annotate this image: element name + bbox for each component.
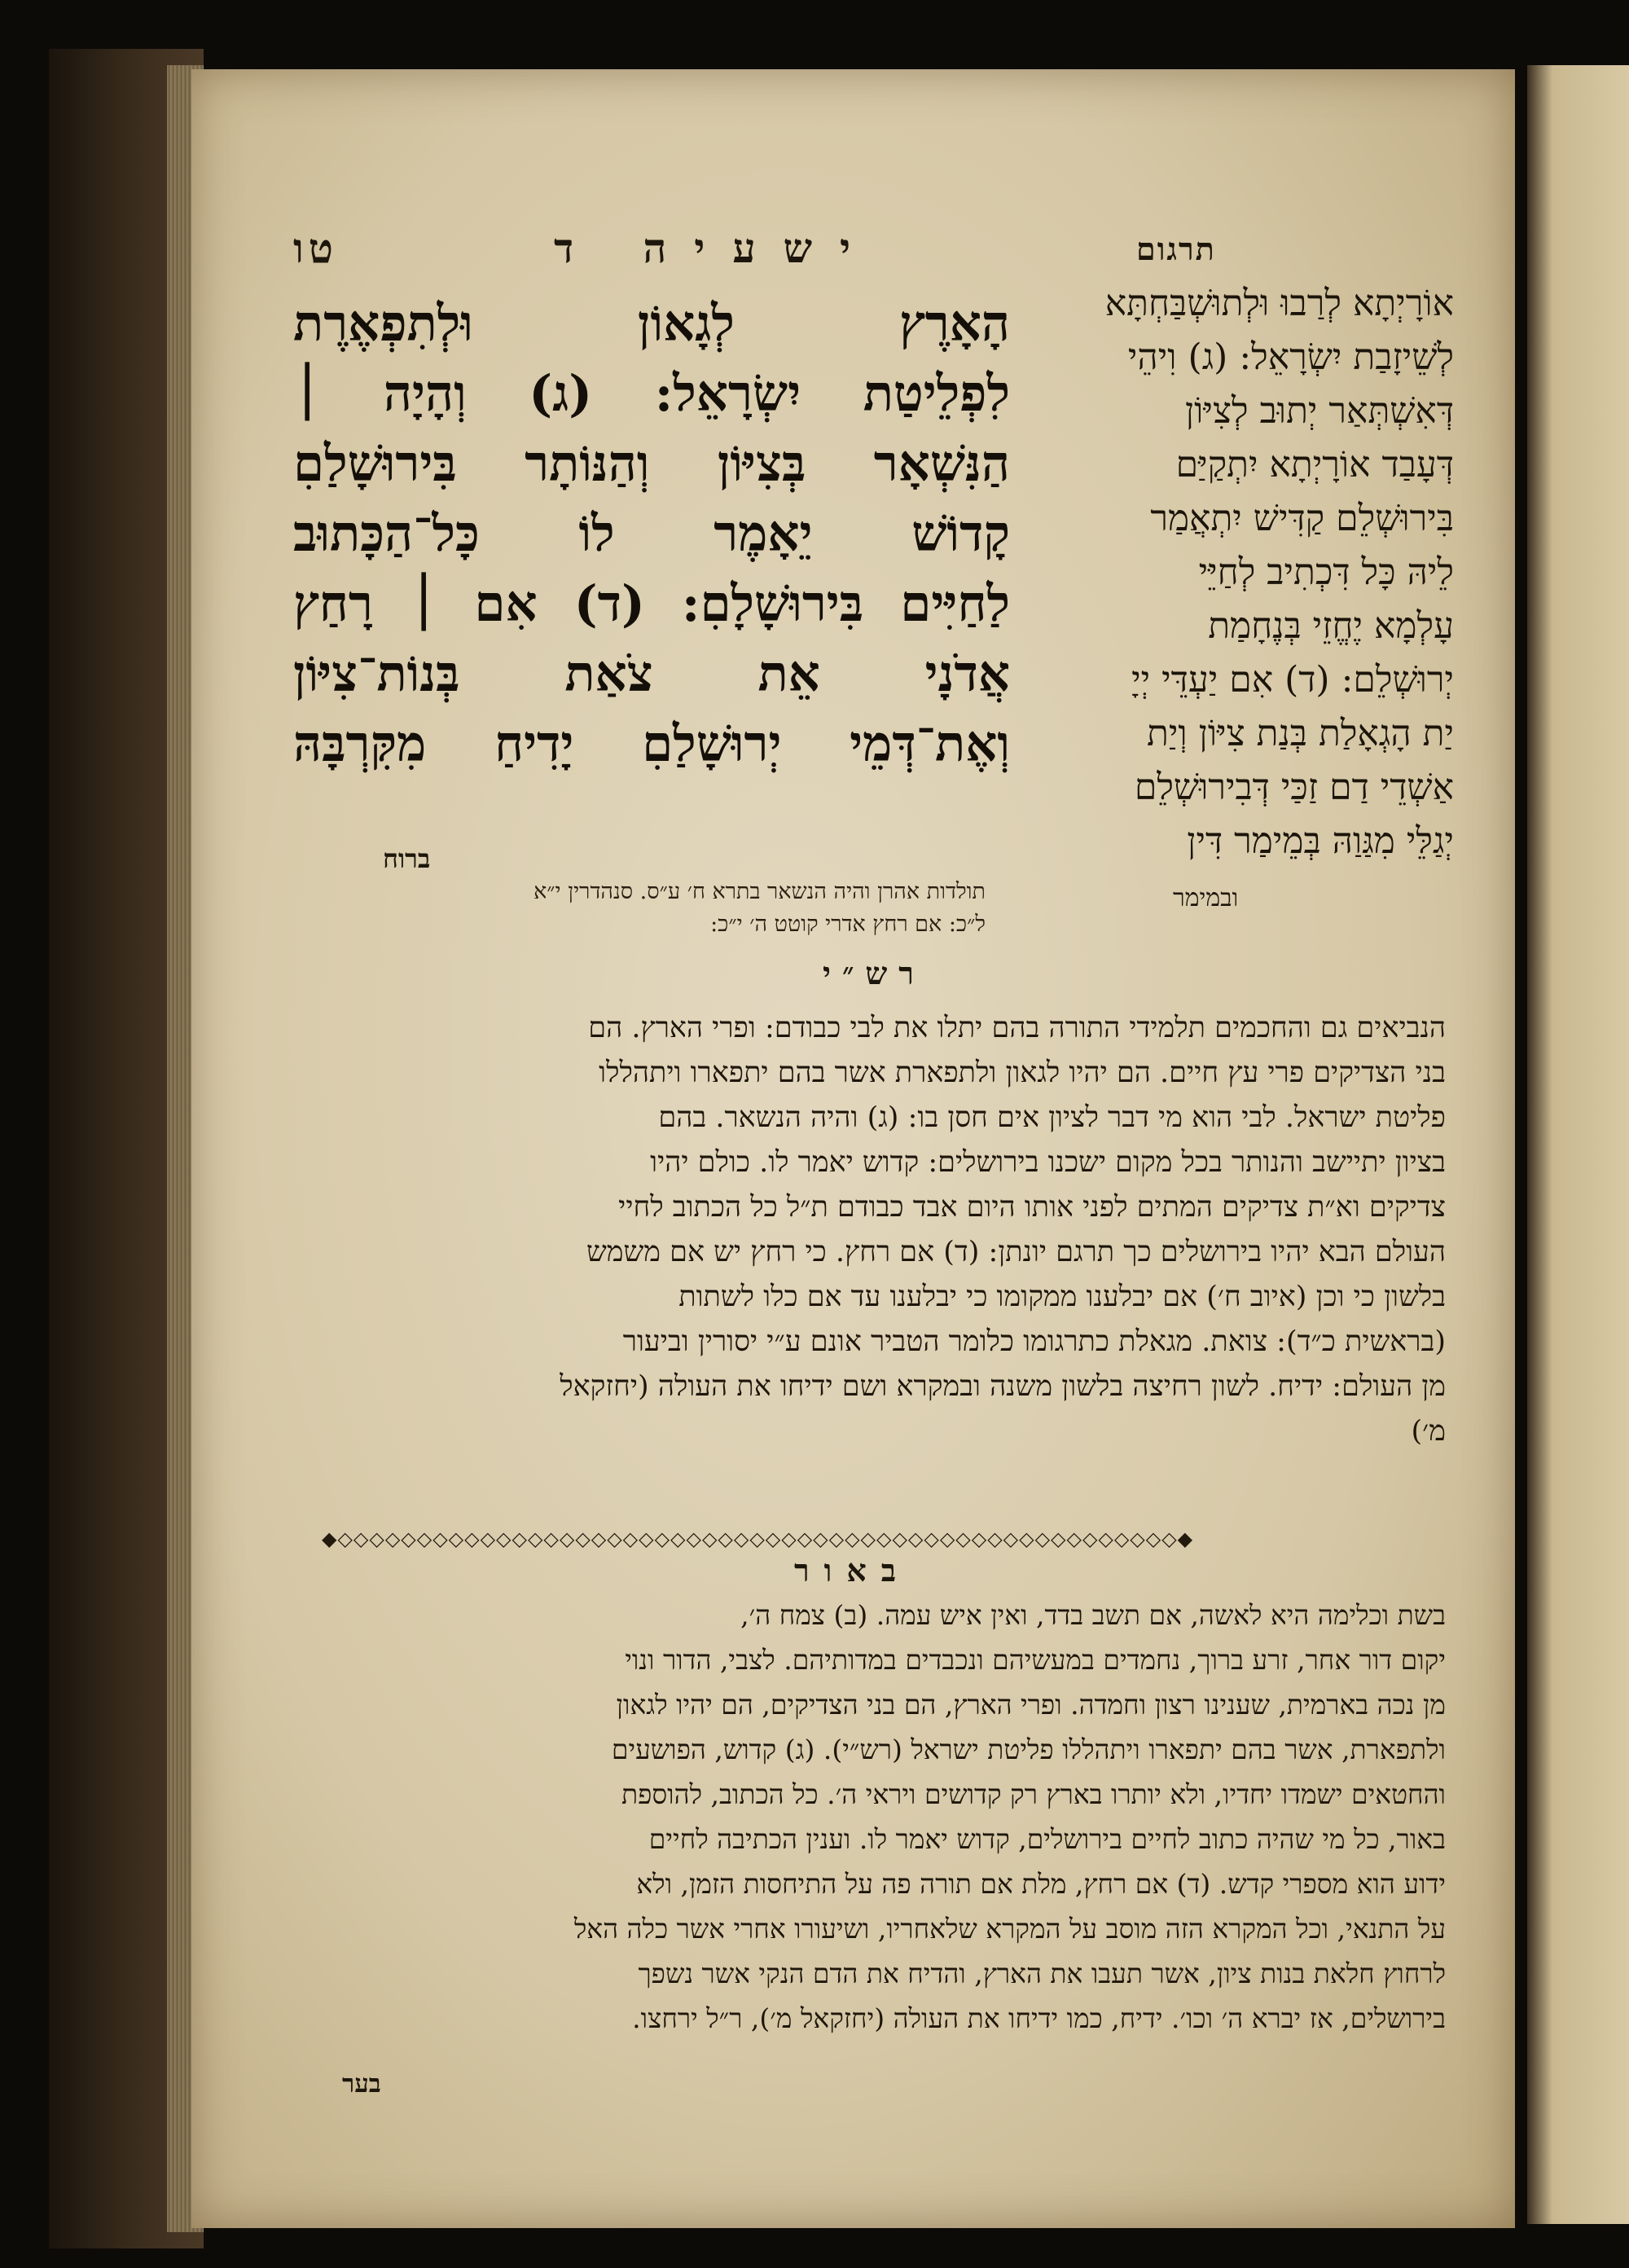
- targum-line: בִּירוּשְׁלֵם קַדִּישׁ יִתְאֲמַר: [1150, 498, 1454, 539]
- bible-line: קָדוֹשׁ יֵאָמֶר לוֹ כָּל־הַכָּתוּב: [293, 505, 1010, 563]
- biur-line: בירושלים, אז יברא ה׳ וכו׳. ידיח, כמו ידיחו את העולה (יחזקאל מ׳), ר״ל ירחצו.: [632, 2002, 1446, 2034]
- bible-line: אֲדֹנָי אֵת צֹאַת בְּנוֹת־צִיּוֹן: [293, 645, 1010, 703]
- bible-text: [293, 289, 1010, 780]
- rashi-line: (בראשית כ״ד): צואת. מגאלת כתרגומו כלומר הטביר אונם ע״י יסורין וביעור: [622, 1325, 1446, 1358]
- targum-label: תרגום: [1136, 231, 1216, 267]
- biur-line: ידוע הוא מספרי קדש. (ד) אם רחץ, מלת אם תורה פה על התיחסות הזמן, ולא: [636, 1868, 1446, 1900]
- biur-line: לרחוץ חלאת בנות ציון, אשר תעבו את הארץ, והדיח את הדם הנקי אשר נשפך: [638, 1958, 1446, 1989]
- rashi-line: צדיקים וא״ת צדיקים המתים לפני אותו היום אבד כבודם ת״ל כל הכתוב לחיי: [618, 1191, 1446, 1224]
- catchword-main: ברוח: [383, 843, 431, 874]
- catchword-biur: בער: [342, 2069, 381, 2099]
- rashi-line: העולם הבא יהיו בירושלים כך תרגם יונתן: (ד) אם רחץ. כי רחץ יש אם משמש: [586, 1236, 1446, 1268]
- biur-line: באור, כל מי שהיה כתוב לחיים בירושלים, קדוש יאמר לו. וענין הכתיבה לחיים: [648, 1823, 1446, 1855]
- rashi-line: הנביאים גם והחכמים תלמידי התורה בהם יתלו את לבי כבודם: ופרי הארץ. הם: [588, 1012, 1446, 1044]
- page-number: טו: [293, 224, 338, 272]
- margin-notes: [293, 876, 986, 941]
- rashi-title: רש״י: [823, 955, 925, 991]
- targum-line: עָלְמָא יֶחֱזֵי בְּנֶחָמַת: [1208, 605, 1454, 647]
- facing-page-edge: [1527, 65, 1629, 2224]
- biur-line: ולתפארת, אשר בהם יתפארו ויתהללו פליטת ישראל (רש״י). (ג) קדוש, הפושעים: [611, 1734, 1446, 1765]
- rashi-line: מן העולם: ידיח. לשון רחיצה בלשון משנה ובמקרא ושם ידיחו את העולה (יחזקאל: [560, 1370, 1446, 1403]
- bible-line: הָאָרֶץ לְגָאוֹן וּלְתִפְאֶרֶת: [293, 295, 1010, 353]
- biur-title: באור: [794, 1552, 911, 1589]
- biur-line: יקום דור אחר, זרע ברוך, נחמדים במעשיהם ונכבדים במדותיהם. לצבי, הדור ונוי: [625, 1644, 1446, 1676]
- targum-line: יַת הָגְאָלַת בְּנַת צִיּוֹן וְיַת: [1146, 713, 1454, 754]
- bible-line: לַחַיִּים בִּירוּשָׁלָםִ: (ד) אִם ׀ רָחַץ: [293, 575, 1010, 633]
- catchword-targum: ובמימר: [1173, 884, 1239, 912]
- biur-line: מן נכה בארמית, שענינו רצון וחמדה. ופרי הארץ, הם בני הצדיקים, הם יהיו לגאון: [616, 1689, 1446, 1721]
- targum-line: לְשֵׁיזָבַת יִשְׂרָאֵל: (ג) וִיהֵי: [1127, 336, 1454, 378]
- margin-note: תולדות אהרן והיה הנשאר בתרא ח׳ ע״ס. סנהדרין י״א: [533, 879, 986, 904]
- targum-line: דְּעָבַד אוֹרָיְתָא יִתְקַיַּם: [1175, 444, 1454, 486]
- ornamental-divider: ◆◇◇◇◇◇◇◇◇◇◇◇◇◇◇◇◇◇◇◇◇◇◇◇◇◇◇◇◇◇◇◇◇◇◇◇◇◇◇◇◇◇◇◇◇◇◇◇◇◇◇◇◇◇◆: [322, 1527, 1194, 1550]
- targum-line: אַשְׁדֵי דַם זַכַּי דְּבִירוּשְׁלֵם: [1134, 767, 1454, 808]
- biur-line: בשת וכלימה היא לאשה, אם תשב בדד, ואין איש עמה. (ב) צמח ה׳,: [740, 1599, 1446, 1631]
- targum-line: יְרוּשְׁלֵם: (ד) אִם יַעְדֵּי יְיָ: [1131, 659, 1454, 701]
- targum-line: יְגַלֵּי מִגַּוַהּ בְּמֵימַר דִּין: [1187, 820, 1454, 862]
- rashi-line: בלשון כי וכן (איוב ח׳) אם יבלענו ממקומו כי יבלענו עד אם כלו לשתות: [678, 1281, 1446, 1313]
- rashi-line: פליטת ישראל. לבי הוא מי דבר לציון אים חסן בו: (ג) והיה הנשאר. בהם: [658, 1101, 1446, 1134]
- book-title: ישעיה ד: [554, 224, 879, 272]
- bible-line: הַנִּשְׁאָר בְּצִיּוֹן וְהַנּוֹתָר בִּירוּשָׁלַםִ: [293, 435, 1010, 493]
- biur-line: והחטאים ישמדו יחדיו, ולא יותרו בארץ רק קדושים ויראי ה׳. כל הכתוב, להוספת: [621, 1778, 1446, 1810]
- rashi-commentary: [293, 1006, 1446, 1454]
- rashi-line: מ׳): [1411, 1415, 1446, 1448]
- margin-note: ל״כ: אם רחץ אדרי קוטט ה׳ י״כ:: [710, 912, 986, 937]
- targum-text: [998, 277, 1454, 868]
- rashi-line: בני הצדיקים פרי עץ חיים. הם יהיו לגאון ולתפארת אשר בהם יתפארו ויתהללו: [599, 1057, 1446, 1089]
- biur-commentary: [297, 1593, 1446, 2041]
- targum-line: דְּאִשְׁתְּאַר יְתוּב לְצִיּוֹן: [1184, 390, 1454, 432]
- bible-line: וְאֶת־דְּמֵי יְרוּשָׁלַםִ יָדִיחַ מִקִּרְבָּהּ: [293, 715, 1010, 773]
- rashi-line: בציון יתיישב והנותר בכל מקום ישכנו בירושלים: קדוש יאמר לו. כולם יהיו: [650, 1146, 1446, 1179]
- bible-line: לִפְלֵיטַת יִשְׂרָאֵל: (ג) וְהָיָה ׀: [293, 365, 1010, 423]
- targum-line: לֵיהּ כָּל דִּכְתִיב לְחַיֵּי: [1198, 552, 1454, 593]
- targum-line: אוֹרָיְתָא לְרַבוּ וּלְתוּשְׁבַּחְתָּא: [1104, 283, 1454, 324]
- biur-line: על התנאי, וכל המקרא הזה מוסב על המקרא שלאחריו, ושיעורו אחרי אשר כלה האל: [573, 1913, 1446, 1945]
